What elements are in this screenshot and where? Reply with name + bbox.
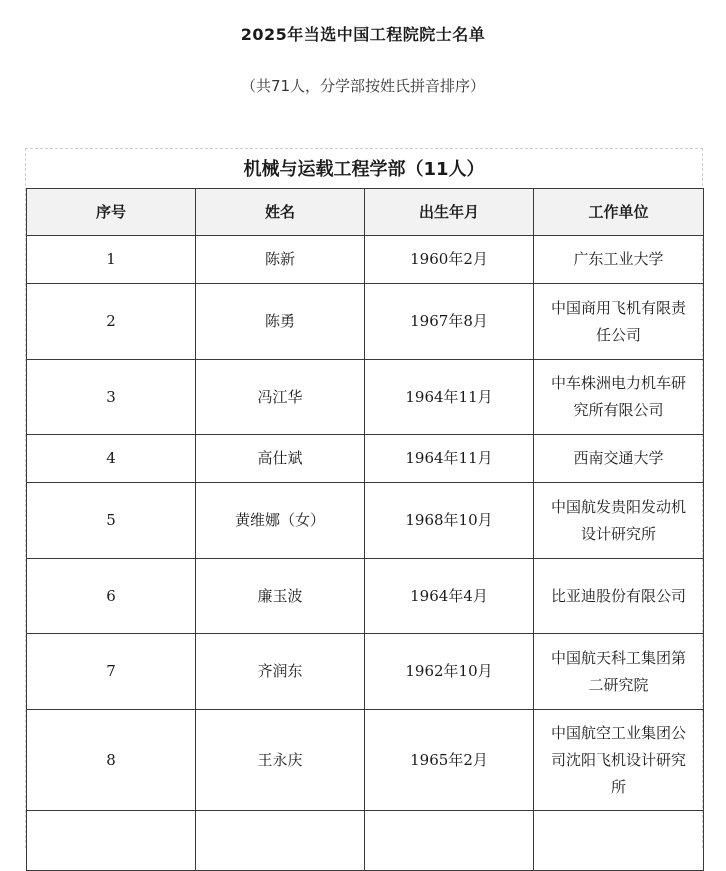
cell-number: 2 bbox=[27, 284, 196, 360]
section-title: 机械与运载工程学部（11人） bbox=[243, 159, 485, 180]
cell-number: 5 bbox=[27, 483, 196, 559]
column-header-name: 姓名 bbox=[196, 189, 365, 236]
table-row bbox=[27, 634, 704, 710]
table-row bbox=[27, 811, 704, 871]
cell-unit bbox=[534, 811, 704, 871]
cell-unit: 中国航发贵阳发动机设计研究所 bbox=[534, 483, 704, 559]
cell-name: 高仕斌 bbox=[196, 435, 365, 483]
cell-name: 齐润东 bbox=[196, 634, 365, 710]
cell-birth: 1964年11月 bbox=[365, 435, 534, 483]
page-title: 2025年当选中国工程院院士名单 bbox=[240, 25, 486, 44]
table-row bbox=[27, 284, 704, 360]
cell-name bbox=[196, 811, 365, 871]
cell-number bbox=[27, 811, 196, 871]
cell-number: 6 bbox=[27, 559, 196, 634]
table-row bbox=[27, 360, 704, 435]
cell-birth: 1965年2月 bbox=[365, 710, 534, 811]
cell-number: 4 bbox=[27, 435, 196, 483]
cell-unit: 中车株洲电力机车研究所有限公司 bbox=[534, 360, 704, 435]
cell-name: 王永庆 bbox=[196, 710, 365, 811]
cell-birth: 1964年4月 bbox=[365, 559, 534, 634]
column-header-unit: 工作单位 bbox=[534, 189, 704, 236]
cell-number: 3 bbox=[27, 360, 196, 435]
cell-birth: 1968年10月 bbox=[365, 483, 534, 559]
cell-birth: 1960年2月 bbox=[365, 236, 534, 284]
cell-unit: 中国航空工业集团公司沈阳飞机设计研究所 bbox=[534, 710, 704, 811]
cell-name: 陈新 bbox=[196, 236, 365, 284]
cell-unit: 中国航天科工集团第二研究院 bbox=[534, 634, 704, 710]
cell-unit: 广东工业大学 bbox=[534, 236, 704, 284]
cell-birth: 1967年8月 bbox=[365, 284, 534, 360]
cell-name: 陈勇 bbox=[196, 284, 365, 360]
cell-number: 8 bbox=[27, 710, 196, 811]
cell-birth: 1964年11月 bbox=[365, 360, 534, 435]
members-table bbox=[26, 188, 704, 871]
table-row bbox=[27, 483, 704, 559]
cell-birth bbox=[365, 811, 534, 871]
cell-unit: 西南交通大学 bbox=[534, 435, 704, 483]
cell-name: 冯江华 bbox=[196, 360, 365, 435]
cell-birth: 1962年10月 bbox=[365, 634, 534, 710]
table-header-row bbox=[27, 189, 704, 236]
column-header-birth: 出生年月 bbox=[365, 189, 534, 236]
cell-unit: 比亚迪股份有限公司 bbox=[534, 559, 704, 634]
cell-name: 黄维娜（女） bbox=[196, 483, 365, 559]
cell-unit: 中国商用飞机有限责任公司 bbox=[534, 284, 704, 360]
cell-number: 7 bbox=[27, 634, 196, 710]
cell-number: 1 bbox=[27, 236, 196, 284]
table-row bbox=[27, 559, 704, 634]
table-row bbox=[27, 435, 704, 483]
cell-name: 廉玉波 bbox=[196, 559, 365, 634]
table-row bbox=[27, 236, 704, 284]
table-row bbox=[27, 710, 704, 811]
page-subtitle: （共71人，分学部按姓氏拼音排序） bbox=[240, 77, 486, 95]
column-header-number: 序号 bbox=[27, 189, 196, 236]
